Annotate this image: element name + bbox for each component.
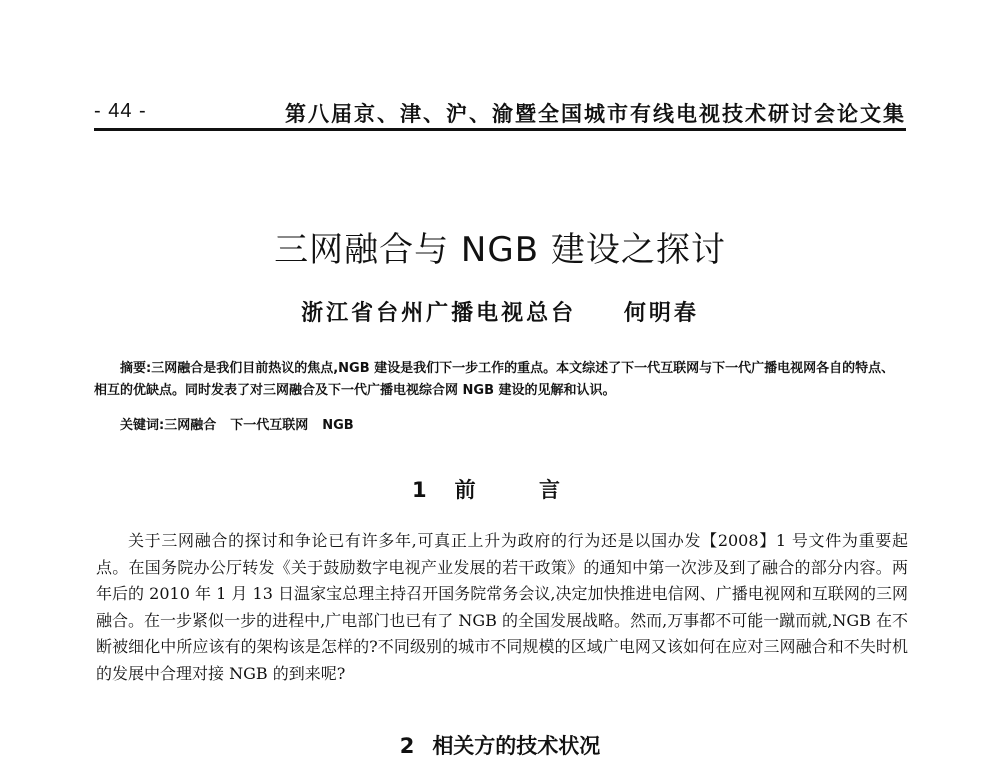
section-heading-1 bbox=[0, 474, 1000, 504]
section-number: 2 bbox=[399, 734, 415, 758]
keyword: 下一代互联网 bbox=[230, 418, 309, 433]
keywords-label: 关键词: bbox=[120, 418, 165, 433]
running-header bbox=[94, 96, 906, 130]
page-number: - 44 - bbox=[94, 100, 147, 122]
body-paragraph: 关于三网融合的探讨和争论已有许多年,可真正上升为政府的行为还是以国办发【2008】1 号文件为重要起点。在国务院办公厅转发《关于鼓励数字电视产业发展的若干政策》的通知中第一次涉及到了融合的部分内容。两年后的 2010 年 1 月 13 日温家宝总理主持召开国务院常务会议,决定加快推进电信网、广播电视网和互联网的三网融合。在一步紧似一步的进程中,广电部门也已有了 NGB 的全国发展战略。然而,万事都不可能一蹴而就,NGB 在不断被细化中所应该有的架构该是怎样的?不同级别的城市不同规模的区域广电网又该如何在应对三网融合和不失时机的发展中合理对接 NGB 的到来呢? bbox=[96, 531, 908, 683]
section-title: 前 言 bbox=[454, 478, 588, 502]
journal-title: 第八届京、津、沪、渝暨全国城市有线电视技术研讨会论文集 bbox=[285, 101, 906, 126]
section-title: 相关方的技术状况 bbox=[432, 734, 601, 758]
keyword: NGB bbox=[322, 418, 354, 433]
section-number: 1 bbox=[412, 478, 427, 502]
author-organization: 浙江省台州广播电视总台 bbox=[301, 300, 577, 326]
keyword: 三网融合 bbox=[164, 418, 217, 433]
header-rule bbox=[94, 128, 906, 131]
article-title: 三网融合与 NGB 建设之探讨 bbox=[274, 230, 726, 270]
keywords bbox=[120, 414, 368, 433]
author-line bbox=[0, 296, 1000, 327]
section-heading-2 bbox=[0, 730, 1000, 760]
author-name: 何明春 bbox=[623, 300, 699, 326]
abstract: 摘要:三网融合是我们目前热议的焦点,NGB 建设是我们下一步工作的重点。本文综述了下一代互联网与下一代广播电视网各自的特点、相互的优缺点。同时发表了对三网融合及下一代广播电视综合网 NGB 建设的见解和认识。 bbox=[94, 361, 895, 398]
